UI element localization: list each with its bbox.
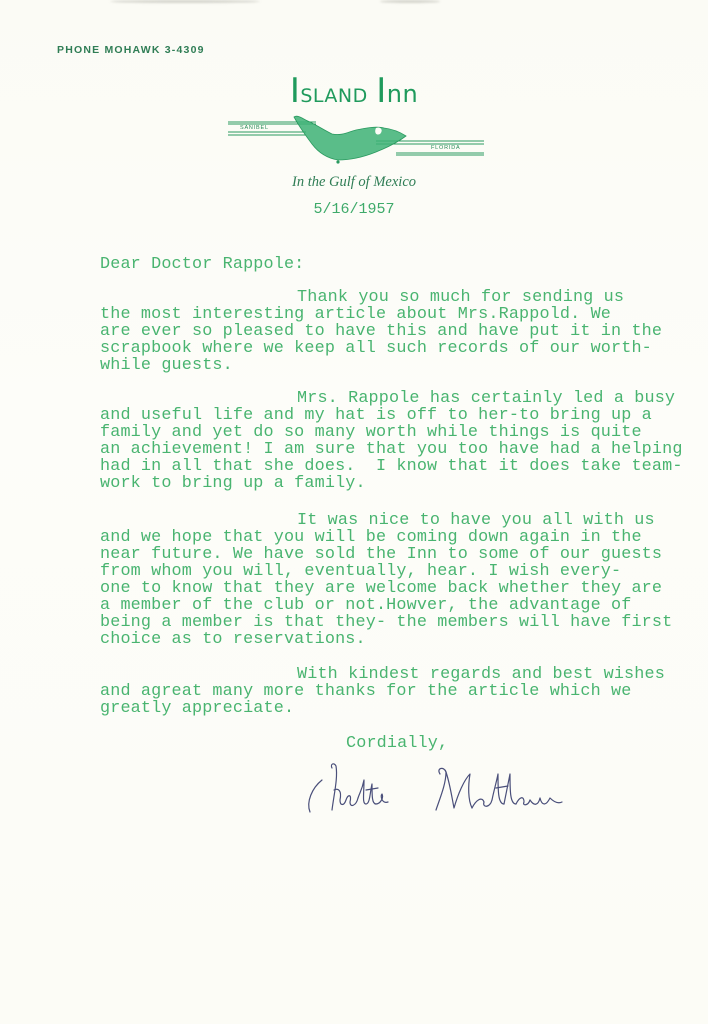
paragraph-3-line: being a member is that they- the members will have first bbox=[100, 613, 673, 632]
paragraph-3-line: and we hope that you will be coming down again in the bbox=[100, 528, 642, 547]
paragraph-2-line: family and yet do so many worth while things is quite bbox=[100, 423, 642, 442]
paragraph-1-line: while guests. bbox=[100, 356, 233, 375]
letterhead-brand bbox=[0, 71, 708, 111]
paragraph-4-line: and agreat many more thanks for the article which we bbox=[100, 682, 632, 701]
paragraph-1-line: the most interesting article about Mrs.Rappold. We bbox=[100, 305, 612, 324]
paragraph-3-line: a member of the club or not.Howver, the advantage of bbox=[100, 596, 632, 615]
brand-initial: I bbox=[376, 71, 387, 111]
letter-date: 5/16/1957 bbox=[313, 201, 395, 218]
handwritten-signature bbox=[300, 760, 620, 820]
paragraph-4-line: With kindest regards and best wishes bbox=[297, 665, 665, 684]
paragraph-3-line: near future. We have sold the Inn to some of our guests bbox=[100, 545, 663, 564]
paragraph-3-line: It was nice to have you all with us bbox=[297, 511, 655, 530]
paragraph-2-line: an achievement! I am sure that you too have had a helping bbox=[100, 440, 683, 459]
paragraph-4-line: greatly appreciate. bbox=[100, 699, 295, 718]
brand-word: nn bbox=[386, 80, 419, 108]
brand-initial: I bbox=[289, 71, 301, 111]
paragraph-3-line: choice as to reservations. bbox=[100, 630, 366, 649]
paragraph-2-line: and useful life and my hat is off to her-to bring up a bbox=[100, 406, 652, 425]
paper-edge-shadow bbox=[380, 0, 440, 3]
brand-word: SLAND bbox=[300, 85, 368, 107]
paragraph-3-line: from whom you will, eventually, hear. I wish every- bbox=[100, 562, 622, 581]
paragraph-2-line: had in all that she does. I know that it does take team- bbox=[100, 457, 683, 476]
paragraph-1-line: scrapbook where we keep all such records of our worth- bbox=[100, 339, 652, 358]
salutation: Dear Doctor Rappole: bbox=[100, 255, 305, 274]
paragraph-2-line: Mrs. Rappole has certainly led a busy bbox=[297, 389, 676, 408]
letterhead-tagline: In the Gulf of Mexico bbox=[291, 174, 416, 190]
signature-icon bbox=[300, 760, 620, 820]
island-map-icon bbox=[226, 114, 486, 166]
paragraph-1-line: are ever so pleased to have this and have put it in the bbox=[100, 322, 663, 341]
paragraph-3-line: one to know that they are welcome back whether they are bbox=[100, 579, 663, 598]
paper-edge-shadow bbox=[110, 0, 260, 3]
paragraph-1-line: Thank you so much for sending us bbox=[297, 288, 625, 307]
closing: Cordially, bbox=[346, 734, 449, 753]
letterhead-phone: PHONE MOHAWK 3-4309 bbox=[57, 44, 205, 56]
map-label-florida: FLORIDA bbox=[431, 145, 461, 151]
sanibel-island-map-logo bbox=[226, 114, 486, 166]
map-label-sanibel: SANIBEL bbox=[240, 125, 269, 131]
paragraph-2-line: work to bring up a family. bbox=[100, 474, 366, 493]
